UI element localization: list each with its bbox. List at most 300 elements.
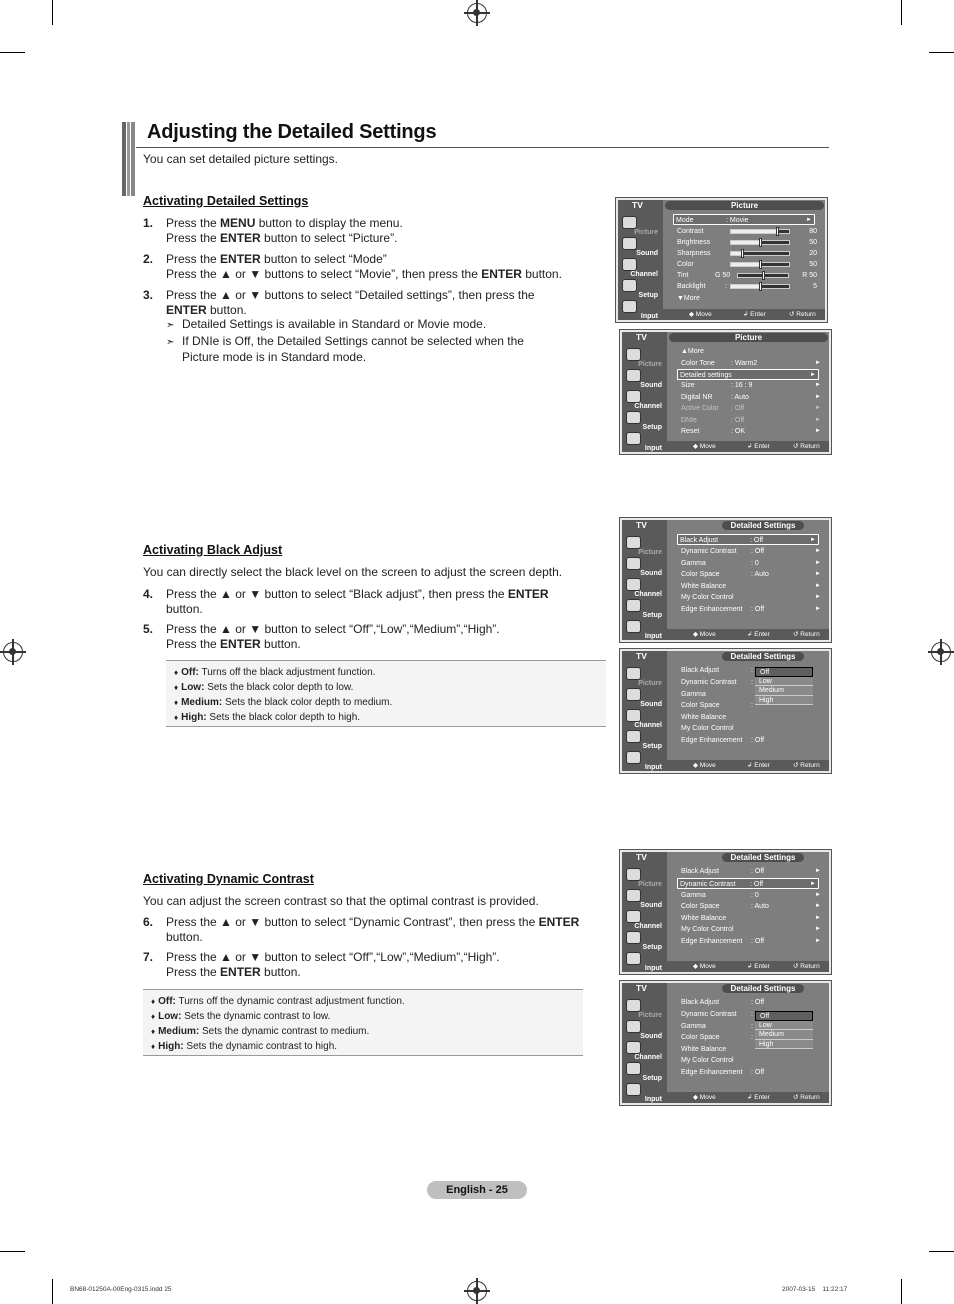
osd-footer <box>663 309 825 320</box>
osd-row-detailed-settings <box>677 369 819 380</box>
osd-row-edge-enhancement <box>679 604 823 615</box>
osd-row-color-space <box>679 569 823 580</box>
osd-row-label: Black Adjust <box>681 667 720 674</box>
osd-slider <box>730 262 790 267</box>
osd-row-gamma <box>679 558 823 569</box>
step-4 <box>143 587 583 616</box>
osd-row-size <box>679 380 823 391</box>
option-key: Off: <box>181 667 199 678</box>
osd-row-my-color-control <box>679 924 823 935</box>
osd-picture-menu <box>616 198 827 322</box>
osd-enter-hint: ↲ Enter <box>743 311 766 318</box>
osd-row-label: White Balance <box>681 915 727 922</box>
arrow-right-icon: ► <box>806 217 812 223</box>
option-key: Off: <box>158 996 176 1007</box>
osd-colon: : <box>751 1023 753 1030</box>
osd-nav-label: Channel <box>634 591 662 598</box>
input-icon <box>626 620 641 633</box>
arrow-right-icon: ► <box>815 548 821 554</box>
channel-icon <box>626 1041 641 1054</box>
osd-row-label: Edge Enhancement <box>681 737 743 744</box>
osd-nav-input <box>624 751 666 771</box>
dropdown-option-high: High <box>755 696 813 706</box>
section-heading-black-adjust: Activating Black Adjust <box>143 543 283 557</box>
osd-nav-setup <box>624 931 666 951</box>
osd-footer <box>667 961 829 972</box>
note <box>166 317 553 334</box>
osd-row-label: Reset <box>681 428 700 435</box>
osd-return-hint: ↺ Return <box>793 631 820 638</box>
section-intro: You can directly select the black level on the screen to adjust the screen depth. <box>143 565 563 579</box>
dropdown-option-low: Low <box>755 1021 813 1031</box>
registration-mark-icon <box>467 3 487 23</box>
osd-enter-hint: ↲ Enter <box>747 963 770 970</box>
osd-row-white-balance <box>679 913 823 924</box>
step-3 <box>143 288 553 365</box>
osd-nav-picture <box>620 216 662 236</box>
osd-nav-label: Sound <box>640 902 662 909</box>
osd-row-dnie <box>679 415 823 426</box>
osd-nav-label: Setup <box>642 424 662 431</box>
osd-footer <box>667 629 829 640</box>
osd-nav-setup <box>624 1062 666 1082</box>
osd-nav-label: Channel <box>630 271 658 278</box>
osd-nav-channel <box>624 1041 666 1061</box>
osd-nav-sound <box>624 369 666 389</box>
osd-slider <box>730 229 790 234</box>
option-key: Medium: <box>158 1026 200 1037</box>
registration-mark-icon <box>3 642 23 662</box>
option-key: Low: <box>181 682 205 693</box>
osd-row-label: My Color Control <box>681 594 734 601</box>
osd-row-label: Contrast <box>677 228 704 235</box>
osd-return-hint: ↺ Return <box>793 963 820 970</box>
osd-row-my-color-control <box>679 1055 823 1066</box>
title-bars <box>122 122 136 196</box>
arrow-right-icon: ► <box>815 868 821 874</box>
option-item <box>174 710 598 725</box>
osd-move-hint: ◆ Move <box>693 443 716 450</box>
osd-detailed-settings-dynamic-contrast <box>620 850 831 974</box>
osd-row-label: Color <box>677 261 694 268</box>
osd-row-backlight <box>675 281 819 292</box>
osd-enter-hint: ↲ Enter <box>747 443 770 450</box>
osd-row-value: 50 <box>809 239 817 246</box>
key-enter: ENTER <box>538 915 580 929</box>
page-number-badge: English - 25 <box>427 1181 527 1199</box>
key-enter: ENTER <box>166 302 207 317</box>
osd-tv-label: TV <box>636 520 647 530</box>
bullet-icon: ♦ <box>151 1012 156 1021</box>
option-desc: Sets the black color depth to high. <box>206 712 361 723</box>
step-number: 4. <box>143 587 154 601</box>
step-text: Press the ▲ or ▼ buttons to select “Movie”, then press the <box>166 266 482 281</box>
osd-slider <box>730 251 790 256</box>
osd-nav-input <box>624 620 666 640</box>
osd-row-value: : Off <box>731 405 745 412</box>
osd-row-label: My Color Control <box>681 725 734 732</box>
osd-nav-picture <box>624 868 666 888</box>
osd-nav-sound <box>624 1020 666 1040</box>
osd-return-hint: ↺ Return <box>793 1094 820 1101</box>
arrow-right-icon: ► <box>815 417 821 423</box>
crop-mark <box>901 0 902 25</box>
osd-nav-label: Setup <box>642 743 662 750</box>
osd-nav-label: Picture <box>638 549 662 556</box>
osd-row-label: Edge Enhancement <box>681 606 743 613</box>
page-intro: You can set detailed picture settings. <box>143 152 339 166</box>
osd-row-label: ▼More <box>677 295 700 302</box>
osd-row-label: White Balance <box>681 714 727 721</box>
osd-row-active-color <box>679 403 823 414</box>
osd-row-label: Dynamic Contrast <box>681 1011 737 1018</box>
osd-row-digital-nr <box>679 392 823 403</box>
osd-tv-label: TV <box>636 983 647 993</box>
osd-slider <box>730 240 790 245</box>
option-desc: Sets the black color depth to medium. <box>222 697 393 708</box>
step-text: Press the ▲ or ▼ button to select “Dynamic Contrast”, then press the <box>166 915 539 929</box>
osd-return-hint: ↺ Return <box>793 762 820 769</box>
step-number: 6. <box>143 915 154 929</box>
bullet-icon: ♦ <box>151 1027 156 1036</box>
osd-row-label: White Balance <box>681 583 727 590</box>
osd-row-sharpness <box>675 248 819 259</box>
step-2 <box>143 252 583 281</box>
osd-row-my-color-control <box>679 723 823 734</box>
osd-row-tint <box>675 270 819 281</box>
setup-icon <box>626 411 641 424</box>
osd-nav-label: Setup <box>638 292 658 299</box>
osd-row-label: Sharpness <box>677 250 711 257</box>
key-enter: ENTER <box>481 266 522 281</box>
sound-icon <box>626 369 641 382</box>
osd-slider <box>737 273 789 278</box>
osd-dynamic-contrast-dropdown <box>620 981 831 1105</box>
osd-colon: : <box>751 1011 753 1018</box>
osd-row-label: Gamma <box>681 691 706 698</box>
osd-enter-hint: ↲ Enter <box>747 631 770 638</box>
picture-icon <box>626 667 641 680</box>
step-6 <box>143 915 593 944</box>
osd-row-label: Color Space <box>681 571 720 578</box>
osd-move-hint: ◆ Move <box>693 1094 716 1101</box>
osd-row-edge-enhancement <box>679 936 823 947</box>
osd-row-value: : Off <box>750 881 764 888</box>
osd-row-value: : Off <box>751 868 765 875</box>
osd-nav-label: Picture <box>638 680 662 687</box>
step-text: Press the <box>166 636 221 651</box>
osd-dropdown-options <box>755 1011 813 1049</box>
step-text: button. <box>166 601 203 616</box>
key-enter: ENTER <box>220 636 261 651</box>
osd-row-more <box>679 346 823 357</box>
bullet-icon: ♦ <box>174 713 179 722</box>
sound-icon <box>626 1020 641 1033</box>
osd-row-label: Color Space <box>681 702 720 709</box>
osd-row-value: : Warm2 <box>731 360 758 367</box>
step-number: 1. <box>143 216 154 230</box>
osd-nav-label: Input <box>644 1096 662 1103</box>
osd-row-label: My Color Control <box>681 1057 734 1064</box>
dropdown-option-off: Off <box>755 1011 813 1021</box>
crop-mark <box>929 52 954 53</box>
osd-row-label: Tint <box>677 272 689 279</box>
osd-colon: : <box>751 702 753 709</box>
arrow-right-icon: ► <box>815 926 821 932</box>
osd-nav-channel <box>624 390 666 410</box>
picture-icon <box>626 999 641 1012</box>
osd-title: Detailed Settings <box>722 652 804 661</box>
crop-mark <box>901 1279 902 1304</box>
osd-row-value: : 0 <box>751 892 759 899</box>
osd-title: Picture <box>665 201 824 210</box>
crop-mark <box>52 1279 53 1304</box>
note-text: If DNIe is Off, the Detailed Settings cannot be selected when the Picture mode is in Standard mode. <box>182 333 524 364</box>
osd-row-black-adjust <box>679 866 823 877</box>
option-desc: Sets the dynamic contrast to high. <box>183 1041 338 1052</box>
osd-nav-sound <box>620 237 662 257</box>
osd-nav-label: Channel <box>634 923 662 930</box>
osd-nav-sound <box>624 557 666 577</box>
channel-icon <box>626 390 641 403</box>
options-box <box>166 660 606 727</box>
step-text: button. <box>166 929 203 944</box>
osd-nav-picture <box>624 667 666 687</box>
arrow-right-icon: ► <box>810 537 816 543</box>
osd-nav-label: Picture <box>634 229 658 236</box>
osd-nav-channel <box>624 578 666 598</box>
step-number: 3. <box>143 288 154 302</box>
setup-icon <box>622 279 637 292</box>
osd-nav-channel <box>624 910 666 930</box>
osd-row-label: Black Adjust <box>681 868 720 875</box>
osd-nav-label: Sound <box>640 701 662 708</box>
input-icon <box>626 1083 641 1096</box>
arrow-right-icon: ► <box>815 360 821 366</box>
osd-row-label: My Color Control <box>681 926 734 933</box>
osd-enter-hint: ↲ Enter <box>747 1094 770 1101</box>
input-icon <box>626 751 641 764</box>
bullet-icon: ♦ <box>151 1042 156 1051</box>
option-desc: Sets the black color depth to low. <box>204 682 354 693</box>
osd-nav-setup <box>624 599 666 619</box>
option-desc: Turns off the dynamic contrast adjustment function. <box>175 996 405 1007</box>
step-text: Press the <box>166 252 221 266</box>
sound-icon <box>626 557 641 570</box>
option-item <box>174 665 598 680</box>
arrow-right-icon: ► <box>815 583 821 589</box>
osd-row-black-adjust <box>677 534 819 545</box>
osd-row-label: Dynamic Contrast <box>680 881 736 888</box>
osd-nav-label: Sound <box>636 250 658 257</box>
osd-nav-label: Setup <box>642 944 662 951</box>
osd-footer <box>667 1092 829 1103</box>
osd-row-value: : Off <box>751 999 765 1006</box>
channel-icon <box>626 709 641 722</box>
arrow-right-icon: ► <box>815 938 821 944</box>
osd-row-contrast <box>675 226 819 237</box>
step-text: button. <box>260 964 301 979</box>
crop-mark <box>929 1251 954 1252</box>
picture-icon <box>622 216 637 229</box>
arrow-right-icon: ► <box>815 405 821 411</box>
osd-row-value: 80 <box>809 228 817 235</box>
step-text: Press the <box>166 230 221 245</box>
sound-icon <box>626 688 641 701</box>
osd-row-edge-enhancement <box>679 1067 823 1078</box>
osd-row-label: Gamma <box>681 892 706 899</box>
note-arrow-icon: ➣ <box>166 336 175 348</box>
osd-row-value: : Movie <box>726 217 749 224</box>
osd-move-hint: ◆ Move <box>693 631 716 638</box>
osd-row-my-color-control <box>679 592 823 603</box>
arrow-right-icon: ► <box>815 428 821 434</box>
osd-row-value: : OK <box>731 428 746 435</box>
osd-nav-label: Input <box>644 445 662 452</box>
arrow-right-icon: ► <box>815 892 821 898</box>
osd-return-hint: ↺ Return <box>793 443 820 450</box>
osd-nav-input <box>620 300 662 320</box>
osd-row-label: DNIe <box>681 417 697 424</box>
input-icon <box>622 300 637 313</box>
osd-nav-label: Setup <box>642 1075 662 1082</box>
print-timestamp: 2007-03-15 11:22:17 <box>782 1286 848 1293</box>
osd-nav-sound <box>624 889 666 909</box>
osd-row-label: Gamma <box>681 560 706 567</box>
osd-row-color-tone <box>679 358 823 369</box>
osd-tint-g: G 50 <box>715 272 731 279</box>
option-key: High: <box>158 1041 184 1052</box>
osd-nav-label: Channel <box>634 403 662 410</box>
osd-tv-label: TV <box>632 200 643 210</box>
step-text: Press the <box>166 216 221 230</box>
osd-row-label: Black Adjust <box>680 537 719 544</box>
step-text: button to display the menu. <box>255 216 403 230</box>
osd-tv-label: TV <box>636 852 647 862</box>
osd-row-brightness <box>675 237 819 248</box>
osd-nav-label: Input <box>644 633 662 640</box>
step-text: Press the ▲ or ▼ button to select “Black adjust”, then press the <box>166 587 508 601</box>
osd-detailed-settings-black-adjust <box>620 518 831 642</box>
osd-nav-label: Sound <box>640 570 662 577</box>
option-item <box>151 1039 575 1054</box>
picture-icon <box>626 348 641 361</box>
step-text: button to select “Mode” <box>260 252 387 266</box>
arrow-right-icon: ► <box>815 571 821 577</box>
key-enter: ENTER <box>220 964 261 979</box>
osd-nav-input <box>624 952 666 972</box>
osd-dropdown-options <box>755 667 813 705</box>
osd-row-label: Color Space <box>681 903 720 910</box>
osd-row-color-space <box>679 901 823 912</box>
osd-tv-label: TV <box>636 332 647 342</box>
osd-return-hint: ↺ Return <box>789 311 816 318</box>
osd-row-label: Gamma <box>681 1023 706 1030</box>
osd-row-value: : Off <box>751 737 765 744</box>
osd-nav-label: Sound <box>640 382 662 389</box>
key-enter: ENTER <box>507 587 549 601</box>
osd-title: Detailed Settings <box>722 853 804 862</box>
osd-row-label: Digital NR <box>681 394 713 401</box>
osd-row-value: : Auto <box>751 571 769 578</box>
osd-row-dynamic-contrast <box>679 546 823 557</box>
option-item <box>174 695 598 710</box>
osd-footer <box>667 441 829 452</box>
crop-mark <box>0 1251 25 1252</box>
osd-black-adjust-dropdown <box>620 649 831 773</box>
osd-row-label: Size <box>681 382 695 389</box>
arrow-right-icon: ► <box>815 903 821 909</box>
options-box <box>143 989 583 1056</box>
registration-mark-icon <box>931 642 951 662</box>
step-text: button to select “Picture”. <box>260 230 398 245</box>
osd-row-value: : 0 <box>751 560 759 567</box>
osd-enter-hint: ↲ Enter <box>747 762 770 769</box>
picture-icon <box>626 536 641 549</box>
step-7 <box>143 950 598 979</box>
osd-row-label: Detailed settings <box>680 372 732 379</box>
registration-mark-icon <box>467 1281 487 1301</box>
bullet-icon: ♦ <box>151 997 156 1006</box>
osd-nav-label: Channel <box>634 722 662 729</box>
option-key: Low: <box>158 1011 182 1022</box>
osd-row-value: : 16 : 9 <box>731 382 753 389</box>
osd-nav-label: Setup <box>642 612 662 619</box>
osd-move-hint: ◆ Move <box>693 963 716 970</box>
osd-row-dynamic-contrast <box>677 878 819 889</box>
osd-row-value: : Off <box>731 417 745 424</box>
bullet-icon: ♦ <box>174 698 179 707</box>
arrow-right-icon: ► <box>815 560 821 566</box>
dropdown-option-medium: Medium <box>755 686 813 696</box>
osd-nav-setup <box>624 411 666 431</box>
osd-row-label: Color Space <box>681 1034 720 1041</box>
osd-nav-label: Input <box>644 764 662 771</box>
osd-row-label: ▲More <box>681 348 704 355</box>
option-item <box>151 994 575 1009</box>
osd-move-hint: ◆ Move <box>689 311 712 318</box>
option-key: Medium: <box>181 697 223 708</box>
osd-nav-picture <box>624 536 666 556</box>
osd-row-value: : Off <box>750 537 764 544</box>
osd-row-label: Edge Enhancement <box>681 938 743 945</box>
osd-row-black-adjust <box>679 997 823 1008</box>
osd-title: Detailed Settings <box>722 521 804 530</box>
osd-row-reset <box>679 426 823 437</box>
section-intro: You can adjust the screen contrast so that the optimal contrast is provided. <box>143 894 539 908</box>
osd-row-mode <box>673 214 815 225</box>
crop-mark <box>0 52 25 53</box>
bullet-icon: ♦ <box>174 668 179 677</box>
section-heading-dynamic-contrast: Activating Dynamic Contrast <box>143 872 314 886</box>
step-number: 7. <box>143 950 154 964</box>
osd-colon: : <box>751 1034 753 1041</box>
osd-nav-input <box>624 1083 666 1103</box>
osd-row-value: 20 <box>809 250 817 257</box>
page-title: Adjusting the Detailed Settings <box>147 121 437 143</box>
option-key: High: <box>181 712 207 723</box>
osd-nav-picture <box>624 348 666 368</box>
osd-nav-channel <box>624 709 666 729</box>
arrow-right-icon: ► <box>815 606 821 612</box>
osd-nav-label: Picture <box>638 1012 662 1019</box>
dropdown-option-off: Off <box>755 667 813 677</box>
arrow-right-icon: ► <box>810 881 816 887</box>
step-5 <box>143 622 598 651</box>
channel-icon <box>622 258 637 271</box>
osd-row-label: Edge Enhancement <box>681 1069 743 1076</box>
osd-row-label: Backlight <box>677 283 706 290</box>
